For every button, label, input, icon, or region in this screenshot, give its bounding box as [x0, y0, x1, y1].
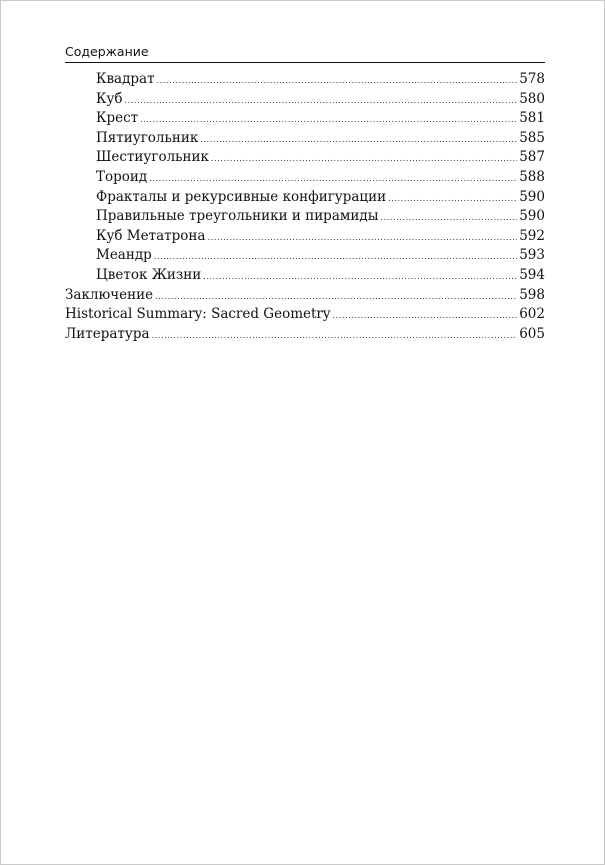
- toc-entry: [65, 325, 545, 345]
- toc-entry-title: Цветок Жизни: [96, 266, 202, 283]
- running-header: Содержание: [65, 44, 149, 59]
- toc-entry-title: Пятиугольник: [96, 129, 199, 146]
- toc-entry-title: Historical Summary: Sacred Geometry: [65, 306, 331, 323]
- toc-entry: [65, 246, 545, 266]
- toc-entry: [65, 70, 545, 90]
- toc-entry-page: 587: [519, 149, 545, 166]
- toc-dot-leader: [203, 267, 517, 287]
- table-of-contents: [65, 70, 545, 344]
- toc-entry: [65, 305, 545, 325]
- toc-entry-page: 585: [519, 129, 545, 146]
- toc-entry-title: Шестиугольник: [96, 149, 209, 166]
- toc-dot-leader: [125, 91, 518, 111]
- toc-entry-page: 593: [519, 247, 545, 264]
- toc-entry-page: 588: [519, 168, 545, 185]
- toc-entry-title: Тороид: [96, 168, 148, 185]
- toc-dot-leader: [388, 189, 517, 209]
- toc-entry-title: Литература: [65, 325, 150, 342]
- toc-dot-leader: [154, 247, 517, 267]
- toc-entry: [65, 266, 545, 286]
- toc-entry: [65, 207, 545, 227]
- toc-entry-page: 598: [519, 286, 545, 303]
- toc-entry-page: 590: [519, 208, 545, 225]
- toc-entry-page: 594: [519, 266, 545, 283]
- toc-entry-page: 605: [519, 325, 545, 342]
- toc-entry-title: Куб Метатрона: [96, 227, 206, 244]
- toc-entry-page: 602: [519, 306, 545, 323]
- toc-dot-leader: [207, 228, 517, 248]
- toc-dot-leader: [380, 208, 517, 228]
- toc-entry: [65, 286, 545, 306]
- toc-entry-page: 590: [519, 188, 545, 205]
- toc-entry: [65, 129, 545, 149]
- toc-entry-title: Меандр: [96, 247, 152, 264]
- toc-entry: [65, 227, 545, 247]
- header-rule: [65, 62, 545, 63]
- toc-dot-leader: [211, 149, 517, 169]
- toc-entry-page: 581: [519, 110, 545, 127]
- toc-entry: [65, 168, 545, 188]
- toc-entry-title: Куб: [96, 90, 123, 107]
- toc-dot-leader: [152, 326, 518, 346]
- toc-entry: [65, 188, 545, 208]
- toc-dot-leader: [157, 71, 518, 91]
- toc-dot-leader: [333, 306, 518, 326]
- toc-entry-title: Крест: [96, 110, 139, 127]
- toc-entry-title: Правильные треугольники и пирамиды: [96, 208, 379, 225]
- toc-entry-title: Заключение: [65, 286, 154, 303]
- toc-entry-title: Квадрат: [96, 71, 155, 87]
- toc-entry: [65, 109, 545, 129]
- toc-entry-page: 578: [519, 71, 545, 87]
- toc-entry-page: 592: [519, 227, 545, 244]
- toc-entry-title: Фракталы и рекурсивные конфигурации: [96, 188, 387, 205]
- toc-dot-leader: [155, 287, 517, 307]
- toc-dot-leader: [200, 130, 517, 150]
- toc-entry-page: 580: [519, 90, 545, 107]
- toc-dot-leader: [140, 110, 517, 130]
- toc-entry: [65, 148, 545, 168]
- toc-entry: [65, 90, 545, 110]
- toc-dot-leader: [149, 169, 517, 189]
